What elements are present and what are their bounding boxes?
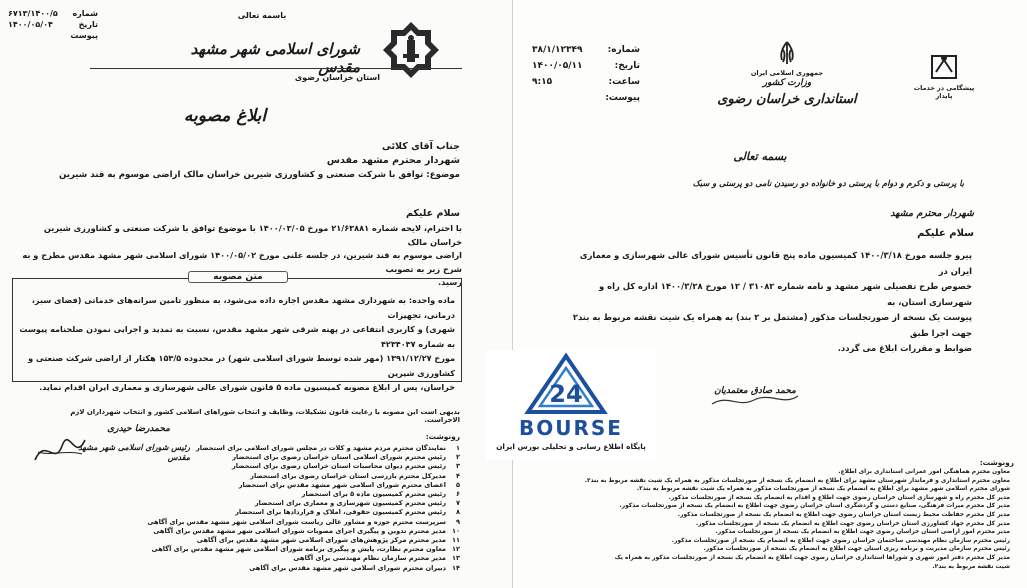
- cc-item-number: ۱۲: [451, 545, 460, 554]
- cc-item-text: معاون محترم نظارت، پایش و پیگیری برنامه شورای اسلامی شهر مشهد مقدس برای آگاهی: [151, 545, 446, 554]
- bourse-watermark: [486, 350, 656, 460]
- header-rule: [90, 68, 462, 69]
- resolution-text: [19, 293, 455, 395]
- subject-line: [40, 168, 460, 182]
- resolution-line-2: شهری) و کاربری انتفاعی در پهنه شرقی شهر مشهد مقدس، نسبت به تمدید و اجرایی نمودن صلحنامه پیوست به شماره ۴۲۳۴۰۳۷: [19, 324, 455, 349]
- brand-number: 24: [549, 380, 583, 408]
- cc-item: رئیس محترم سازمان مدیریت و برنامه ریزی استان جهت اطلاع به انضمام یک نسخه از صورتجلسات مذکور.: [703, 546, 1010, 553]
- signer-title: رئیس شورای اسلامی شهر مشهد مقدس: [78, 442, 190, 462]
- cc-item: [153, 526, 460, 536]
- cc-item: [196, 508, 460, 517]
- cc-label: رونوشت:: [425, 432, 460, 441]
- cc-item-text: رئیس محترم کمیسیون حقوقی، املاک و قراردادها برای استحضار: [235, 508, 446, 517]
- cc-item: [196, 444, 460, 453]
- cc-item: مدیر کل محترم حفاظت محیط زیست استان خراسان رضوی جهت اطلاع به انضمام یک نسخه از صورتجلسات مذکور.: [677, 511, 1010, 518]
- time-value: ۹:۱۵: [532, 77, 553, 87]
- cc-item-number: ۱۰: [451, 526, 460, 535]
- document-title: ابلاغ مصوبه: [183, 106, 267, 126]
- date-value: ۱۴۰۰/۰۵/۰۴: [8, 20, 53, 29]
- cc-item: مدیر کل محترم میراث فرهنگی، صنایع دستی و گردشگری استان خراسان رضوی جهت اطلاع به انضمام یک نسخه از صورتجلسات مذکور.: [619, 503, 1010, 510]
- brand-tagline: پایگاه اطلاع رسانی و تحلیلی بورس ایران: [496, 442, 646, 451]
- cc-item-text: رئیس محترم کمیسیون شهرسازی و معماری برای استحضار: [254, 499, 446, 508]
- cc-item-number: ۶: [455, 490, 460, 499]
- cc-item-text: رئیس محترم شورای اسلامی استان خراسان رضوی برای استحضار: [232, 453, 446, 462]
- date-value: ۱۴۰۰/۰۵/۱۱: [532, 61, 583, 71]
- letter-meta: [532, 42, 640, 106]
- cc-item-number: ۳: [455, 462, 460, 471]
- body-line-3: پیوست یک نسخه از صورتجلسات مذکور (مشتمل بر ۲ بند) به همراه یک شیت نقشه مربوط به بند۲ جهت اجرا طبق: [572, 312, 972, 338]
- invocation: بسمه تعالی: [733, 150, 787, 163]
- cc-item-number: ۱۱: [451, 536, 460, 545]
- footer-note: بدیهی است این مصوبه با رعایت قانون تشکیلات، وظایف و انتخاب شوراهای اسلامی کشور و انتخاب شهرداران لازم الاجراست.: [70, 408, 460, 424]
- cc-item: مدیر کل محترم جهاد کشاورزی استان خراسان رضوی جهت اطلاع به انضمام یک نسخه از صورتجلسات مذکور.: [695, 520, 1010, 527]
- council-logo-icon: [365, 20, 457, 78]
- cc-item: [196, 499, 460, 508]
- addressee-name: جناب آقای کلائی: [381, 141, 460, 152]
- governorate-letter: [514, 0, 1027, 588]
- body-line-3: رسید.: [438, 277, 462, 287]
- addressee-block: [40, 140, 460, 182]
- signature-block: [690, 382, 820, 412]
- cc-item-number: ۷: [455, 499, 460, 508]
- cc-item: مدیر کل محترم دفتر امور شهری و شوراها استانداری خراسان رضوی جهت اطلاع به انضمام یک نسخه از صورتجلسات مذکور به همراه یک: [614, 554, 1010, 561]
- body-line-4: ضوابط و مقررات ابلاغ می گردد.: [837, 343, 972, 353]
- subject-label: موضوع:: [426, 170, 460, 180]
- cc-item: شیت نقشه مربوط به بند۲.: [932, 563, 1010, 570]
- cc-list: [147, 444, 460, 573]
- bismillah: باسمه تعالی: [237, 11, 287, 20]
- cc-item: [196, 472, 460, 481]
- handwritten-signature-icon: [708, 392, 802, 410]
- logo-caption: پیشگامی در خدمات پایدار: [913, 84, 975, 100]
- cc-item: معاون محترم هماهنگی امور عمرانی استانداری برای اطلاع.: [838, 469, 1010, 475]
- signer-name: محمد صادق معتمدیان: [714, 386, 796, 396]
- cc-item-text: اعضای محترم شورای اسلامی شهر مشهد مقدس برای استحضار: [238, 480, 446, 489]
- cc-item: [196, 453, 460, 462]
- cc-item-number: ۵: [455, 480, 460, 489]
- slogan: با پرستی و دکرم و دوام با پرستی دو خانواده دو رسیدن نامی دو پرستی و سبک: [692, 178, 964, 188]
- cc-item-number: ۱۳: [451, 554, 460, 563]
- iran-emblem-icon: [776, 40, 798, 66]
- cc-item: [147, 517, 460, 527]
- cc-item: [196, 554, 460, 563]
- time-label: ساعت:: [608, 77, 640, 87]
- cc-item: رئیس محترم سازمان نظام مهندسی ساختمان خراسان رضوی جهت اطلاع به انضمام یک نسخه از صورتجلسات مذکور.: [671, 537, 1010, 544]
- body-line-1: با احترام، لایحه شماره ۲۱/۶۳۸۸۱ مورخ ۱۴۰۰/۰۳/۰۵ با موضوع توافق با شرکت صنعتی و کشاورزی شیرین خراسان مالک: [43, 223, 462, 247]
- cc-item-number: ۹: [455, 517, 460, 526]
- cc-item: [196, 536, 460, 545]
- cc-item: [196, 564, 460, 573]
- organization-logo-icon: [924, 50, 964, 84]
- cc-item-text: رئیس محترم دیوان محاسبات استان خراسان رضوی برای استحضار: [231, 462, 446, 471]
- ministry-label: وزارت کشور: [762, 78, 812, 88]
- cc-item-number: ۲: [455, 453, 460, 462]
- cc-list: [584, 468, 1010, 571]
- number-label: شماره: [72, 9, 98, 18]
- council-resolution-letter: [0, 0, 513, 588]
- republic-label: جمهوری اسلامی ایران: [750, 69, 824, 77]
- cc-item: مدیر محترم امور اراضی استان خراسان رضوی جهت اطلاع به انضمام یک نسخه از صورتجلسات مذکور.: [715, 529, 1010, 536]
- body-line-2: اراضی موسوم به قند شیرین، در جلسه علنی مورخ ۱۴۰۰/۰۵/۰۲ شورای اسلامی شهر مشهد مقدس مطرح و به شرح زیر به تصویب: [22, 250, 462, 274]
- bourse-logo-icon: [526, 354, 606, 416]
- cc-item-text: مدیر محترم سازمان نظام مهندسی برای آگاهی: [293, 554, 446, 563]
- cc-item-text: مدیر محترم مرکز پژوهش‌های شورای اسلامی شهر مشهد مقدس برای آگاهی: [196, 536, 446, 545]
- letter-meta: [8, 8, 98, 41]
- attach-label: پیوست: [70, 31, 98, 40]
- cc-item-number: ۸: [455, 508, 460, 517]
- signature-block: [10, 420, 190, 470]
- cc-item-number: ۱: [455, 444, 460, 452]
- date-label: تاریخ: [78, 20, 98, 29]
- org-name: شورای اسلامی شهر مشهد مقدس: [190, 40, 360, 76]
- body-line-1: پیرو جلسه مورخ ۱۴۰۰/۳/۱۸ کمیسیون ماده پنج قانون تأسیس شورای عالی شهرسازی و معماری ایران در: [579, 250, 972, 276]
- resolution-box: [12, 272, 462, 392]
- cc-item: [196, 481, 460, 490]
- cc-item-number: ۴: [455, 471, 460, 480]
- cc-item: [196, 462, 460, 471]
- greeting: سلام علیکم: [405, 208, 460, 219]
- cc-item: مدیر کل محترم راه و شهرسازی استان خراسان رضوی جهت اطلاع و اقدام به انضمام یک نسخه از صورتجلسات مذکور.: [668, 494, 1010, 501]
- cc-item-text: سرپرست محترم حوزه و مشاور عالی ریاست شورای اسلامی شهر مشهد مقدس برای آگاهی: [147, 517, 446, 526]
- greeting: سلام علیکم: [917, 228, 974, 239]
- resolution-heading: متن مصوبه: [188, 271, 288, 283]
- cc-item: معاون محترم استانداری و فرماندار شهرستان مشهد برای اطلاع به انضمام یک نسخه از صورتجلسات مذکور به همراه یک شیت نقشه مربوط به بند۲.: [584, 477, 1010, 484]
- governorate-label: استانداری خراسان رضوی: [717, 92, 857, 107]
- subject-text: توافق با شرکت صنعتی و کشاورزی شیرین خراسان مالک اراضی موسوم به قند شیرین: [58, 170, 424, 180]
- cc-label: رونوشت:: [979, 458, 1014, 467]
- body-line-2: خصوص طرح تفصیلی شهر مشهد و نامه شماره ۳۱۰۸۲ / ۱۲ مورخ ۱۴۰۰/۳/۲۸ اداره کل راه و شهرسازی استان، به: [599, 281, 972, 307]
- date-label: تاریخ:: [614, 61, 640, 71]
- cc-item-number: ۱۴: [451, 563, 460, 572]
- cc-item: شورای محترم اسلامی شهر مشهد برای اطلاع به انضمام یک نسخه از صورتجلسات مذکور به همراه یک شیت نقشه مربوط به بند۲.: [636, 486, 1010, 493]
- brand-name: BOURSE: [519, 416, 623, 440]
- cc-item: [196, 490, 460, 499]
- body-paragraph: [572, 248, 972, 357]
- cc-item-text: مدیر محترم تدوین و پیگیری اجرای مصوبات شورای اسلامی شهر مشهد مقدس برای آگاهی: [153, 526, 446, 535]
- addressee: شهردار محترم مشهد: [890, 208, 974, 219]
- resolution-line-3: مورخ ۱۳۹۱/۱۲/۲۷ (مهر شده توسط شورای اسلامی شهر) در محدوده ۱۵۳/۵ هکتار از اراضی شرکت صنعتی و کشاورزی شیرین: [28, 353, 455, 378]
- signer-name: محمدرضا حیدری: [107, 424, 170, 434]
- cc-item-text: نمایندگان محترم مردم مشهد و کلات در مجلس شورای اسلامی برای استحضار: [195, 444, 446, 452]
- cc-item-text: مدیرکل محترم بازرسی استان خراسان رضوی برای استحضار: [250, 471, 446, 480]
- cc-item-text: رئیس محترم کمیسیون ماده ۵ برای استحضار: [301, 490, 446, 499]
- resolution-line-1: ماده واحده: به شهرداری مشهد مقدس اجازه داده می‌شود، به منظور تامین سرانه‌های خدماتی (فضای سبز، درمانی، تجهیزات: [31, 295, 455, 320]
- resolution-line-4: خراسان، پس از ابلاغ مصوبه کمیسیون ماده ۵ قانون شورای عالی شهرسازی و معماری ایران اقدام نماید.: [39, 382, 455, 392]
- number-value: ۶۷۱۳/۱۴۰۰/۵: [8, 9, 58, 18]
- cc-item-text: دبیران محترم شورای اسلامی شهر مشهد مقدس برای آگاهی: [249, 563, 446, 572]
- number-value: ۳۸/۱/۱۲۳۴۹: [532, 45, 583, 55]
- number-label: شماره:: [607, 45, 640, 55]
- addressee-role: شهردار محترم مشهد مقدس: [326, 155, 460, 166]
- province-label: استان خراسان رضوی: [294, 73, 380, 82]
- attach-label: پیوست:: [605, 93, 640, 103]
